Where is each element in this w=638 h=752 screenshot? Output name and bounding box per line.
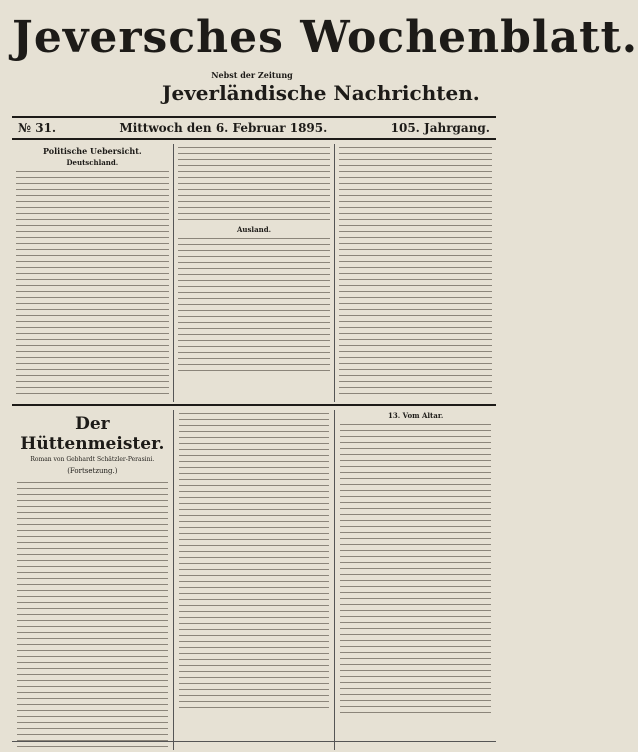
news-column-2 — [174, 144, 336, 402]
feuilleton-section — [12, 410, 496, 750]
masthead-title: Jeversches Wochenblatt. — [12, 12, 638, 63]
feuilleton-byline: Roman von Gebhardt Schätzler-Perasini. — [30, 456, 155, 463]
news-column-1 — [12, 144, 174, 402]
feuilleton-column-1 — [12, 410, 174, 750]
feuilleton-title: Der Hüttenmeister. — [20, 414, 165, 454]
issue-date: Mittwoch den 6. Februar 1895. — [119, 121, 328, 135]
news-columns — [12, 144, 496, 402]
supplement-title: Jeverländische Nachrichten. — [162, 81, 480, 105]
article-text-block — [339, 144, 492, 396]
tagline: Nebst der Zeitung — [211, 70, 293, 80]
article-text-block — [178, 235, 331, 375]
column-heading: Politische Uebersicht. — [42, 146, 142, 156]
feuilleton-column-3 — [335, 410, 496, 750]
chapter-heading: 13. Vom Altar. — [388, 411, 444, 420]
feuilleton-column-2 — [174, 410, 336, 750]
page-bottom-rule — [12, 741, 496, 746]
issue-number: № 31. — [18, 121, 57, 135]
volume-number: 105. Jahrgang. — [390, 121, 490, 135]
news-column-3 — [335, 144, 496, 402]
column-subheading: Deutschland. — [66, 158, 119, 167]
section-divider — [12, 404, 496, 406]
article-text-block — [340, 421, 491, 716]
column-subheading: Ausland. — [236, 225, 272, 234]
article-text-block — [179, 410, 330, 710]
article-text-block — [17, 479, 168, 749]
subheader — [12, 70, 496, 114]
dateline — [12, 116, 496, 140]
feuilleton-continuation: (Fortsetzung.) — [67, 467, 118, 475]
article-text-block — [178, 144, 331, 224]
article-text-block — [16, 168, 169, 398]
